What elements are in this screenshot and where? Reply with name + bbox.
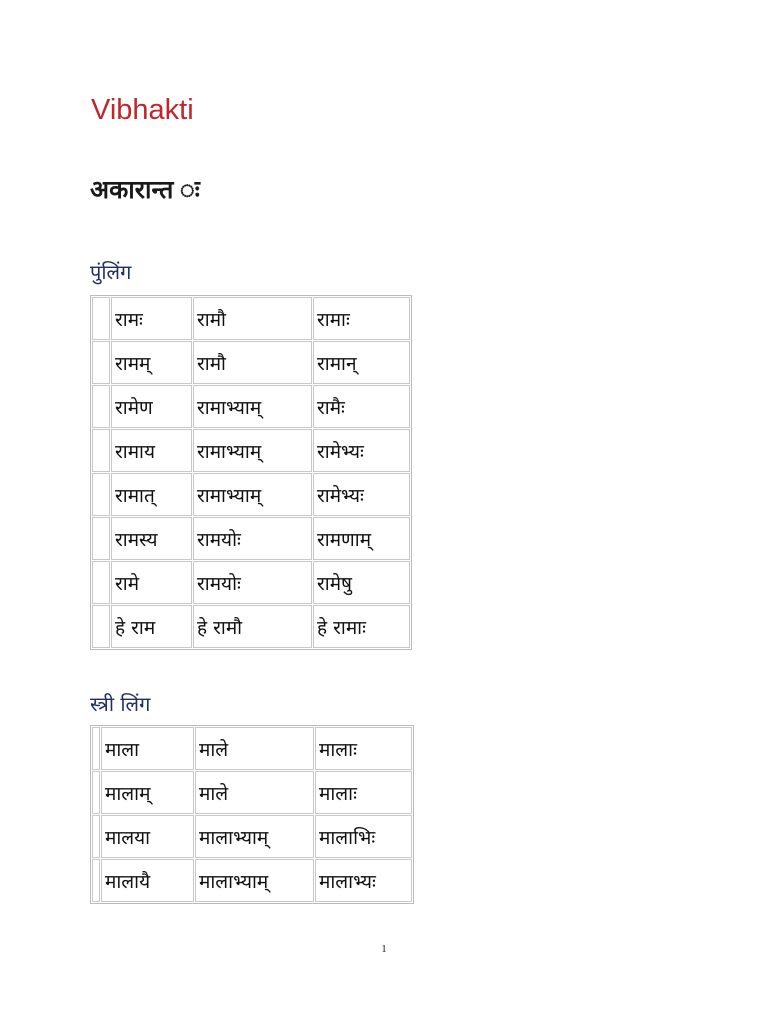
table-cell: रामयोः bbox=[193, 561, 312, 604]
table-row bbox=[92, 517, 410, 560]
table-cell: रामैः bbox=[313, 385, 410, 428]
table-cell: रामाभ्याम् bbox=[193, 429, 312, 472]
table-cell: रामयोः bbox=[193, 517, 312, 560]
row-marker-cell bbox=[92, 859, 100, 902]
table-cell: रामेभ्यः bbox=[313, 429, 410, 472]
table-cell: मालाम् bbox=[101, 771, 194, 814]
table-row bbox=[92, 473, 410, 516]
row-marker-cell bbox=[92, 341, 110, 384]
row-marker-cell bbox=[92, 605, 110, 648]
table-cell: मालायै bbox=[101, 859, 194, 902]
table-cell: रामाभ्याम् bbox=[193, 385, 312, 428]
document-title: Vibhakti bbox=[91, 94, 194, 126]
declension-heading: अकारान्त ः bbox=[90, 175, 200, 204]
table-cell: माले bbox=[195, 727, 314, 770]
table-row bbox=[92, 429, 410, 472]
table-cell: रामेभ्यः bbox=[313, 473, 410, 516]
page-number: 1 bbox=[381, 943, 387, 955]
table-cell: रामान् bbox=[313, 341, 410, 384]
table-cell: मालाः bbox=[315, 771, 412, 814]
table-cell: हे रामौ bbox=[193, 605, 312, 648]
table-cell: रामाभ्याम् bbox=[193, 473, 312, 516]
table-cell: रामात् bbox=[111, 473, 192, 516]
section-label-masculine: पुंलिंग bbox=[90, 260, 132, 284]
table-cell: रामाय bbox=[111, 429, 192, 472]
table-cell: हे राम bbox=[111, 605, 192, 648]
feminine-declension-table bbox=[90, 725, 414, 904]
table-row bbox=[92, 605, 410, 648]
table-cell: माले bbox=[195, 771, 314, 814]
table-cell: मालाभ्याम् bbox=[195, 815, 314, 858]
row-marker-cell bbox=[92, 815, 100, 858]
table-cell: रामम् bbox=[111, 341, 192, 384]
table-cell: मालाभ्यः bbox=[315, 859, 412, 902]
table-row bbox=[92, 771, 412, 814]
table-row bbox=[92, 859, 412, 902]
table-row bbox=[92, 815, 412, 858]
table-row bbox=[92, 297, 410, 340]
row-marker-cell bbox=[92, 561, 110, 604]
masculine-declension-table bbox=[90, 295, 412, 650]
table-cell: माला bbox=[101, 727, 194, 770]
table-cell: रामे bbox=[111, 561, 192, 604]
table-cell: मालया bbox=[101, 815, 194, 858]
table-cell: मालाभ्याम् bbox=[195, 859, 314, 902]
table-cell: रामेषु bbox=[313, 561, 410, 604]
row-marker-cell bbox=[92, 727, 100, 770]
table-cell: रामणाम् bbox=[313, 517, 410, 560]
row-marker-cell bbox=[92, 517, 110, 560]
row-marker-cell bbox=[92, 429, 110, 472]
table-row bbox=[92, 341, 410, 384]
table-cell: रामेण bbox=[111, 385, 192, 428]
section-label-feminine: स्त्री लिंग bbox=[90, 692, 151, 716]
table-cell: रामः bbox=[111, 297, 192, 340]
table-row bbox=[92, 727, 412, 770]
row-marker-cell bbox=[92, 771, 100, 814]
table-row bbox=[92, 385, 410, 428]
table-cell: रामाः bbox=[313, 297, 410, 340]
row-marker-cell bbox=[92, 385, 110, 428]
row-marker-cell bbox=[92, 297, 110, 340]
table-cell: मालाः bbox=[315, 727, 412, 770]
row-marker-cell bbox=[92, 473, 110, 516]
table-cell: रामस्य bbox=[111, 517, 192, 560]
table-cell: रामौ bbox=[193, 341, 312, 384]
table-cell: रामौ bbox=[193, 297, 312, 340]
table-row bbox=[92, 561, 410, 604]
table-cell: मालाभिः bbox=[315, 815, 412, 858]
table-cell: हे रामाः bbox=[313, 605, 410, 648]
